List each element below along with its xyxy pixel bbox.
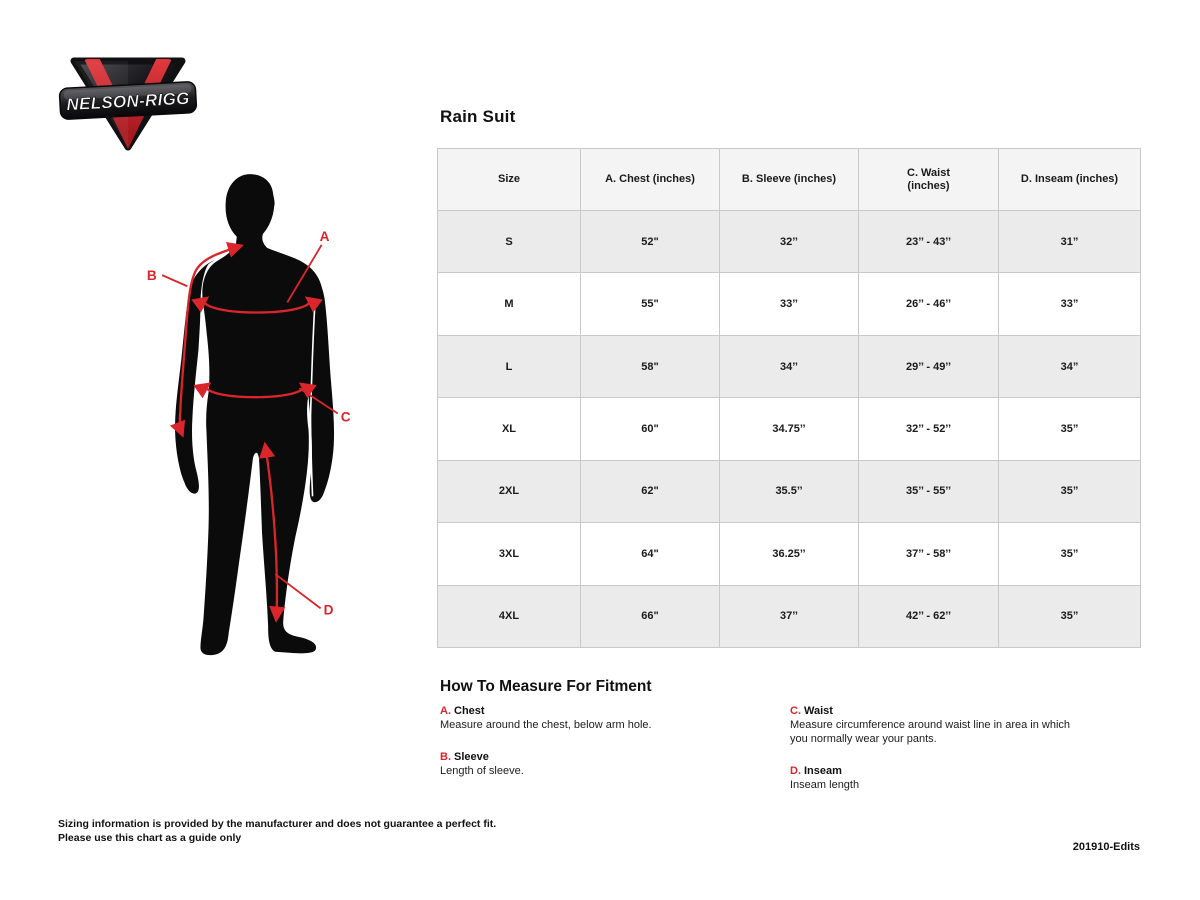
inseam-cell: 35” (999, 523, 1141, 585)
table-row (438, 211, 1141, 273)
waist-cell: 26’’ - 46’’ (859, 273, 999, 335)
col-header-size: Size (438, 149, 581, 211)
inseam-cell: 35” (999, 585, 1141, 647)
waist-cell: 37’’ - 58’’ (859, 523, 999, 585)
brand-logo-text: NELSON-RIGG (65, 88, 191, 115)
size-cell: L (438, 335, 581, 397)
page-title: Rain Suit (440, 107, 516, 126)
sleeve-cell: 34’’ (720, 335, 859, 397)
sleeve-cell: 35.5’’ (720, 460, 859, 522)
figure-label-a: A (319, 228, 330, 244)
measure-desc-chest: Measure around the chest, below arm hole. (440, 719, 652, 731)
waist-cell: 29’’ - 49’’ (859, 335, 999, 397)
inseam-cell: 31” (999, 211, 1141, 273)
measure-name-sleeve: Sleeve (454, 751, 489, 763)
measure-desc-waist: Measure circumference around waist line in area in which you normally wear your pants. (790, 719, 1071, 745)
measure-item-waist (790, 704, 1090, 746)
how-to-measure-heading: How To Measure For Fitment (440, 678, 652, 695)
header-row (438, 149, 1141, 211)
sleeve-cell: 32’’ (720, 211, 859, 273)
size-cell: M (438, 273, 581, 335)
size-cell: XL (438, 398, 581, 460)
measure-name-waist: Waist (804, 705, 833, 717)
size-cell: S (438, 211, 581, 273)
nelson-rigg-logo-icon (58, 45, 198, 160)
disclaimer-line-2: Please use this chart as a guide only (58, 832, 242, 844)
measure-item-sleeve (440, 750, 770, 778)
logo-banner (59, 81, 196, 119)
chest-cell: 52" (581, 211, 720, 273)
disclaimer (58, 817, 496, 845)
measure-name-chest: Chest (454, 705, 485, 717)
sleeve-cell: 33’’ (720, 273, 859, 335)
col-header-inseam: D. Inseam (inches) (999, 149, 1141, 211)
figure-label-d: D (323, 602, 334, 618)
measure-name-inseam: Inseam (804, 765, 842, 777)
sleeve-cell: 36.25’’ (720, 523, 859, 585)
measure-letter-a: A. (440, 705, 451, 717)
inseam-cell: 34” (999, 335, 1141, 397)
measure-column-right (790, 704, 1090, 810)
chest-cell: 60" (581, 398, 720, 460)
body-silhouette (200, 174, 323, 655)
measure-letter-b: B. (440, 751, 451, 763)
waist-cell: 35’’ - 55’’ (859, 460, 999, 522)
measure-letter-d: D. (790, 765, 801, 777)
inseam-cell: 33” (999, 273, 1141, 335)
sleeve-cell: 37’’ (720, 585, 859, 647)
chest-cell: 62" (581, 460, 720, 522)
measure-column-left (440, 704, 770, 796)
table-row (438, 460, 1141, 522)
table-row (438, 523, 1141, 585)
col-header-chest: A. Chest (inches) (581, 149, 720, 211)
col-header-waist: C. Waist (inches) (859, 149, 999, 211)
measure-item-chest (440, 704, 770, 732)
measure-desc-inseam: Inseam length (790, 779, 860, 791)
table-row (438, 335, 1141, 397)
measure-item-inseam (790, 764, 1090, 792)
document-code: 201910-Edits (1072, 841, 1140, 853)
measure-desc-sleeve: Length of sleeve. (440, 765, 524, 777)
chest-cell: 64" (581, 523, 720, 585)
figure-label-c: C (340, 409, 351, 425)
waist-cell: 23’’ - 43’’ (859, 211, 999, 273)
size-cell: 4XL (438, 585, 581, 647)
chest-cell: 55" (581, 273, 720, 335)
inseam-cell: 35” (999, 460, 1141, 522)
inseam-cell: 35” (999, 398, 1141, 460)
measure-letter-c: C. (790, 705, 801, 717)
waist-cell: 32’’ - 52’’ (859, 398, 999, 460)
chest-cell: 58" (581, 335, 720, 397)
table-row (438, 398, 1141, 460)
sleeve-cell: 34.75’’ (720, 398, 859, 460)
chest-cell: 66" (581, 585, 720, 647)
figure-label-b: B (146, 268, 157, 284)
size-cell: 2XL (438, 460, 581, 522)
size-cell: 3XL (438, 523, 581, 585)
table-row (438, 273, 1141, 335)
disclaimer-line-1: Sizing information is provided by the manufacturer and does not guarantee a perfect fit. (58, 818, 497, 830)
table-row (438, 585, 1141, 647)
measurement-figure-diagram (139, 158, 373, 673)
col-header-sleeve: B. Sleeve (inches) (720, 149, 859, 211)
waist-cell: 42’’ - 62’’ (859, 585, 999, 647)
size-chart-table (437, 148, 1141, 648)
sleeve-leader-line (162, 275, 187, 286)
